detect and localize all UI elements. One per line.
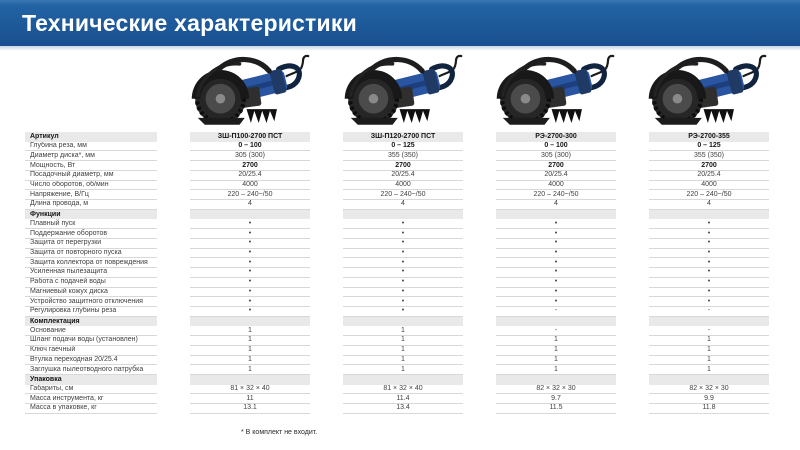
section-label: Функции [25,210,157,220]
spec-value-cell: • [190,288,310,298]
spec-value-cell: 0 – 100 [190,142,310,152]
header-banner [0,0,800,46]
spec-row-label: Устройство защитного отключения [25,297,157,307]
spec-value-cell: • [649,297,769,307]
spec-row-label: Длина провода, м [25,200,157,210]
spec-value-cell: 1 [190,336,310,346]
spec-value-cell: • [496,297,616,307]
spec-value-cell: 1 [496,356,616,366]
section-cell [190,375,310,385]
spec-value-cell: 220 – 240~/50 [190,190,310,200]
section-cell: ЗШ-П100-2700 ПСТ [190,132,310,142]
spec-row-label: Защита от повторного пуска [25,249,157,259]
spec-value-cell: 2700 [343,161,463,171]
section-cell [343,317,463,327]
spec-value-cell: 4000 [649,181,769,191]
spec-value-cell: 9.9 [649,394,769,404]
section-cell [496,317,616,327]
spec-value-cell: 11.5 [496,404,616,414]
spec-value-cell: • [343,288,463,298]
page-title: Технические характеристики [22,10,357,36]
spec-value-cell: 11 [190,394,310,404]
spec-value-cell: 1 [343,336,463,346]
spec-row-label: Защита от перегрузки [25,239,157,249]
spec-value-cell: 1 [496,336,616,346]
spec-value-cell: 1 [343,365,463,375]
spec-value-cell: 1 [649,336,769,346]
spec-value-cell: 11.4 [343,394,463,404]
spec-value-cell: • [190,307,310,317]
spec-value-cell: • [190,229,310,239]
spec-value-cell: 20/25.4 [649,171,769,181]
spec-value-cell: • [343,258,463,268]
spec-value-cell: • [496,258,616,268]
spec-value-cell: • [343,307,463,317]
spec-value-cell: • [343,239,463,249]
spec-row-label: Плавный пуск [25,219,157,229]
spec-value-cell: 11.8 [649,404,769,414]
section-cell [496,210,616,220]
spec-value-cell: 355 (350) [649,151,769,161]
spec-value-cell: • [496,249,616,259]
section-cell [649,317,769,327]
spec-row-label: Защита коллектора от повреждения [25,258,157,268]
spec-row-label: Габариты, см [25,385,157,395]
spec-value-cell: 13.1 [190,404,310,414]
spec-value-cell: • [343,297,463,307]
spec-value-cell: 4000 [496,181,616,191]
spec-value-cell: 1 [496,346,616,356]
section-label: Комплектация [25,317,157,327]
spec-value-cell: • [190,268,310,278]
spec-value-cell: 1 [190,326,310,336]
spec-value-cell: • [190,249,310,259]
spec-value-cell: • [649,249,769,259]
spec-value-cell: • [190,239,310,249]
spec-value-cell: 4 [190,200,310,210]
power-cutter-icon [493,50,617,130]
section-cell [190,210,310,220]
spec-value-cell: 0 – 125 [649,142,769,152]
spec-value-cell: • [496,229,616,239]
spec-row-label: Усиленная пылезащита [25,268,157,278]
section-cell: ЗШ-П120-2700 ПСТ [343,132,463,142]
spec-row-label: Регулировка глубины реза [25,307,157,317]
spec-value-cell: 4000 [343,181,463,191]
spec-value-cell: • [190,219,310,229]
spec-value-cell: 1 [343,356,463,366]
spec-value-cell: 1 [496,365,616,375]
spec-value-cell: 1 [190,365,310,375]
spec-value-cell: 0 – 125 [343,142,463,152]
spec-value-cell: - [496,307,616,317]
section-cell: РЭ-2700-355 [649,132,769,142]
spec-row-label: Магниевый кожух диска [25,288,157,298]
spec-value-cell: 81 × 32 × 40 [190,385,310,395]
section-cell [343,210,463,220]
spec-value-cell: • [649,268,769,278]
spec-row-label: Число оборотов, об/мин [25,181,157,191]
spec-row-label: Заглушка пылеотводного патрубка [25,365,157,375]
spec-value-cell: • [343,268,463,278]
spec-row-label: Шланг подачи воды (установлен) [25,336,157,346]
spec-row-label: Мощность, Вт [25,161,157,171]
section-cell [343,375,463,385]
spec-value-cell: 0 – 100 [496,142,616,152]
spec-row-label: Масса в упаковке, кг [25,404,157,414]
spec-row-label: Втулка переходная 20/25.4 [25,356,157,366]
section-label: Упаковка [25,375,157,385]
spec-value-cell: 4000 [190,181,310,191]
section-cell: РЭ-2700-300 [496,132,616,142]
spec-value-cell: 305 (300) [496,151,616,161]
section-cell [649,210,769,220]
spec-value-cell: • [649,258,769,268]
spec-value-cell: 13.4 [343,404,463,414]
spec-value-cell: • [190,297,310,307]
spec-value-cell: 220 – 240~/50 [496,190,616,200]
spec-value-cell: 9.7 [496,394,616,404]
spec-row-label: Посадочный диаметр, мм [25,171,157,181]
spec-value-cell: 355 (350) [343,151,463,161]
spec-value-cell: 20/25.4 [190,171,310,181]
footnote: * В комплект не входит. [241,429,318,436]
spec-value-cell: • [343,229,463,239]
spec-value-cell: - [649,307,769,317]
product-photo-2 [341,50,465,130]
spec-value-cell: • [496,239,616,249]
spec-value-cell: • [496,268,616,278]
spec-value-cell: • [496,219,616,229]
spec-row-label: Диаметр диска*, мм [25,151,157,161]
spec-value-cell: • [649,219,769,229]
product-photo-3 [493,50,617,130]
spec-value-cell: 1 [649,365,769,375]
product-photo-4 [645,50,769,130]
spec-value-cell: 20/25.4 [496,171,616,181]
spec-value-cell: • [343,278,463,288]
spec-row-label: Работа с подачей воды [25,278,157,288]
spec-value-cell: 2700 [496,161,616,171]
spec-value-cell: • [649,288,769,298]
spec-value-cell: 1 [649,346,769,356]
section-cell [496,375,616,385]
spec-value-cell: 1 [649,356,769,366]
spec-value-cell: 82 × 32 × 30 [649,385,769,395]
spec-value-cell: 4 [343,200,463,210]
section-cell [190,317,310,327]
spec-value-cell: 220 – 240~/50 [649,190,769,200]
spec-value-cell: 1 [343,326,463,336]
spec-row-label: Ключ гаечный [25,346,157,356]
spec-row-label: Напряжение, В/Гц [25,190,157,200]
spec-row-label: Основание [25,326,157,336]
spec-value-cell: 2700 [649,161,769,171]
spec-value-cell: • [649,278,769,288]
spec-value-cell: 81 × 32 × 40 [343,385,463,395]
spec-value-cell: • [190,258,310,268]
spec-value-cell: • [190,278,310,288]
spec-value-cell: 20/25.4 [343,171,463,181]
section-cell [649,375,769,385]
spec-value-cell: 2700 [190,161,310,171]
spec-value-cell: 82 × 32 × 30 [496,385,616,395]
spec-value-cell: - [496,326,616,336]
spec-value-cell: 1 [190,346,310,356]
spec-row-label: Поддержание оборотов [25,229,157,239]
power-cutter-icon [341,50,465,130]
spec-value-cell: • [649,229,769,239]
spec-value-cell: • [343,219,463,229]
spec-value-cell: 305 (300) [190,151,310,161]
power-cutter-icon [645,50,769,130]
spec-value-cell: 1 [190,356,310,366]
section-label: Артикул [25,132,157,142]
spec-value-cell: • [496,278,616,288]
spec-row-label: Глубина реза, мм [25,142,157,152]
spec-value-cell: 4 [649,200,769,210]
product-photo-1 [188,50,312,130]
spec-value-cell: 220 – 240~/50 [343,190,463,200]
spec-value-cell: 4 [496,200,616,210]
spec-value-cell: • [496,288,616,298]
spec-table [25,132,769,414]
power-cutter-icon [188,50,312,130]
spec-value-cell: - [649,326,769,336]
spec-value-cell: • [343,249,463,259]
spec-value-cell: 1 [343,346,463,356]
spec-row-label: Масса инструмента, кг [25,394,157,404]
spec-value-cell: • [649,239,769,249]
